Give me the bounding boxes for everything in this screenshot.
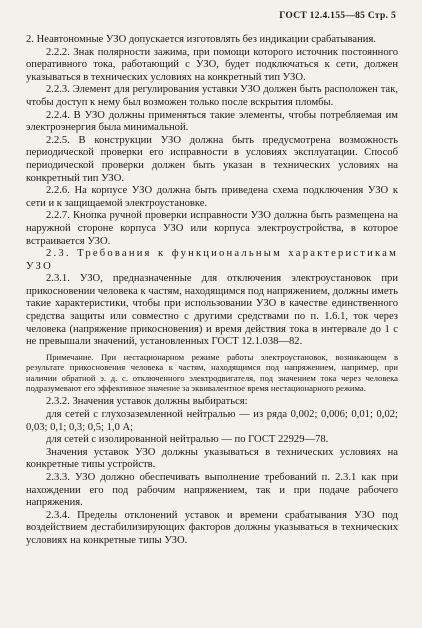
page-header: ГОСТ 12.4.155—85 Стр. 5 [279,11,396,21]
paragraph: 2.3.4. Пределы отклонений уставок и времени срабатывания УЗО под воздействием дестабилизирующих факторов должны указываться в технических условиях на конкретные типы УЗО. [26,509,398,546]
paragraph: 2.2.5. В конструкции УЗО должна быть предусмотрена возможность периодической проверки его исправности в условиях эксплуатации. Способ периодической проверки должен быть указан в технических условиях на конкретный тип УЗО. [26,134,398,184]
paragraph: 2.3.1. УЗО, предназначенные для отключения электроустановок при прикосновении человека к частям, находящимся под напряжением, должны иметь такие характеристики, чтобы при использовании УЗО в качестве единственного средства защиты или совместно с другими средствами по п. 1.6.1, ток через человека (напряжение прикосновения) и время действия тока в интервале до 1 с не превышали значений, установленных ГОСТ 12.1.038—82. [26,273,398,348]
paragraph: 2. Неавтономные УЗО допускается изготовлять без индикации срабатывания. [26,34,376,45]
section-heading: 2.3. Требования к функциональным характеристикам УЗО [26,248,398,272]
paragraph: 2.2.2. Знак полярности зажима, при помощи которого источник постоянного оперативного тока, работающий с УЗО, будет подключаться к сети, должен указываться в технических условиях на конкретный тип УЗО. [26,46,398,83]
paragraph: Значения уставок УЗО должны указываться в технических условиях на конкретные типы устройств. [26,446,398,471]
paragraph: 2.3.2. Значения уставок должны выбираться: [46,396,248,408]
paragraph: 2.2.6. На корпусе УЗО должна быть приведена схема подключения УЗО к сети и к защищаемой электроустановке. [26,185,398,209]
document-body [26,34,398,548]
paragraph: для сетей с изолированной нейтралью — по ГОСТ 22929—78. [46,434,329,446]
note-paragraph: Примечание. При нестационарном режиме работы электроустановок, возникающем в результате прикосновения человека к частям, находящимся под напряжением, например, при наличии обратной э. д. с. отключенного электродвигателя, под значением тока через человека подразумевают его эффективное значение за эквивалентное время нестационарного режима. [26,351,398,394]
paragraph: для сетей с глухозаземленной нейтралью — из ряда 0,002; 0,006; 0,01; 0,02; 0,03; 0,1; 0,3; 0,5; 1,0 А; [26,409,398,433]
paragraph: 2.2.7. Кнопка ручной проверки исправности УЗО должна быть размещена на наружной стороне корпуса УЗО или корпуса электроустройства, в которое встраивается УЗО. [26,210,398,247]
paragraph: 2.3.3. УЗО должно обеспечивать выполнение требований п. 2.3.1 как при нахождении его под рабочим напряжением, так и при подаче рабочего напряжения. [26,472,398,509]
paragraph: 2.2.3. Элемент для регулирования уставки УЗО должен быть расположен так, чтобы доступ к нему был возможен только после вскрытия пломбы. [26,84,398,108]
paragraph: 2.2.4. В УЗО должны применяться такие элементы, чтобы потребляемая им электроэнергия была минимальной. [26,109,398,134]
